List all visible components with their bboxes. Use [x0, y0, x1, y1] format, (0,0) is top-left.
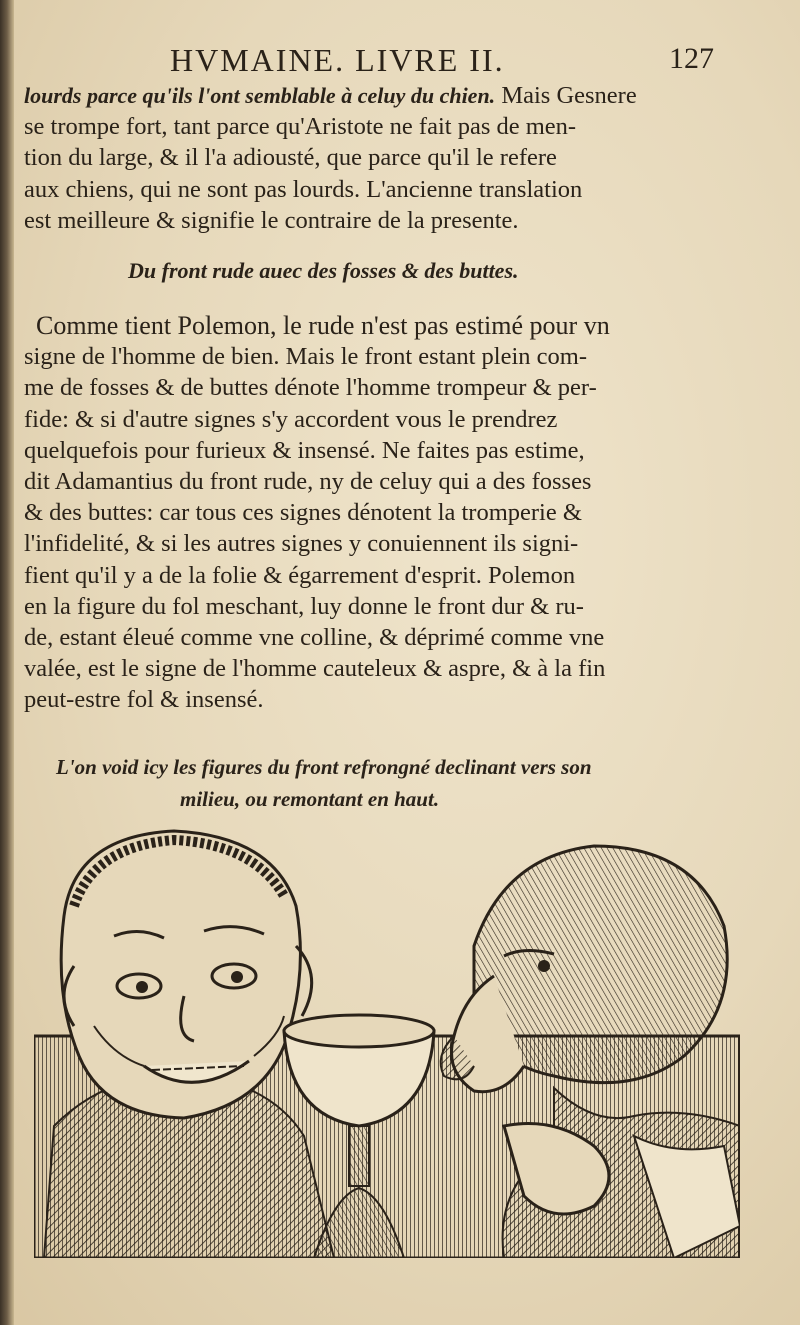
book-spine — [0, 0, 14, 1325]
paragraph-2-line: & des buttes: car tous ces signes dénotent la tromperie & — [24, 499, 582, 527]
paragraph-2-line: Comme tient Polemon, le rude n'est pas estimé pour vn — [36, 311, 610, 340]
paragraph-1-line: se trompe fort, tant parce qu'Aristote ne fait pas de men- — [24, 113, 577, 141]
paragraph-2-line: fide: & si d'autre signes s'y accordent vous le prendrez — [24, 405, 558, 433]
paragraph-2-line: valée, est le signe de l'homme cauteleux & aspre, & à la fin — [24, 655, 606, 683]
page-header — [170, 42, 714, 82]
paragraph-2-line: de, estant éleué comme vne colline, & déprimé comme vne — [24, 623, 605, 651]
woodcut-svg — [34, 826, 740, 1258]
paragraph-1-line — [24, 80, 704, 111]
opening-italic-phrase: lourds parce qu'ils l'ont semblable à celuy du chien. — [24, 83, 496, 108]
paragraph-2-line: fient qu'il y a de la folie & égarrement d'esprit. Polemon — [24, 561, 576, 589]
paragraph-2-line: signe de l'homme de bien. Mais le front estant plein com- — [24, 343, 588, 371]
paragraph-1-line: tion du large, & il l'a adiousté, que parce qu'il le refere — [24, 144, 557, 172]
figure-caption-line-2: milieu, ou remontant en haut. — [180, 787, 440, 811]
opening-rest: Mais Gesnere — [495, 82, 637, 109]
paragraph-2-line: me de fosses & de buttes dénote l'homme trompeur & per- — [24, 374, 597, 402]
paragraph-2 — [24, 310, 704, 715]
page-number: 127 — [669, 42, 714, 75]
paragraph-2-line: quelquefois pour furieux & insensé. Ne faites pas estime, — [24, 436, 585, 464]
paragraph-1-line: aux chiens, qui ne sont pas lourds. L'ancienne translation — [24, 175, 583, 203]
running-title: HVMAINE. LIVRE II. — [170, 42, 505, 78]
figure-caption-line-1: L'on void icy les figures du front refrongné declinant vers son — [56, 755, 592, 779]
paragraph-1 — [24, 80, 704, 236]
paragraph-2-line: en la figure du fol meschant, luy donne le front dur & ru- — [24, 592, 584, 620]
woodcut-illustration — [34, 826, 740, 1258]
paragraph-1-line: est meilleure & signifie le contraire de la presente. — [24, 206, 519, 234]
paragraph-2-line: l'infidelité, & si les autres signes y conuiennent ils signi- — [24, 530, 579, 558]
paragraph-2-line: dit Adamantius du front rude, ny de celuy qui a des fosses — [24, 467, 592, 495]
section-heading: Du front rude auec des fosses & des buttes. — [128, 258, 519, 283]
paragraph-2-line: peut-estre fol & insensé. — [24, 686, 264, 714]
